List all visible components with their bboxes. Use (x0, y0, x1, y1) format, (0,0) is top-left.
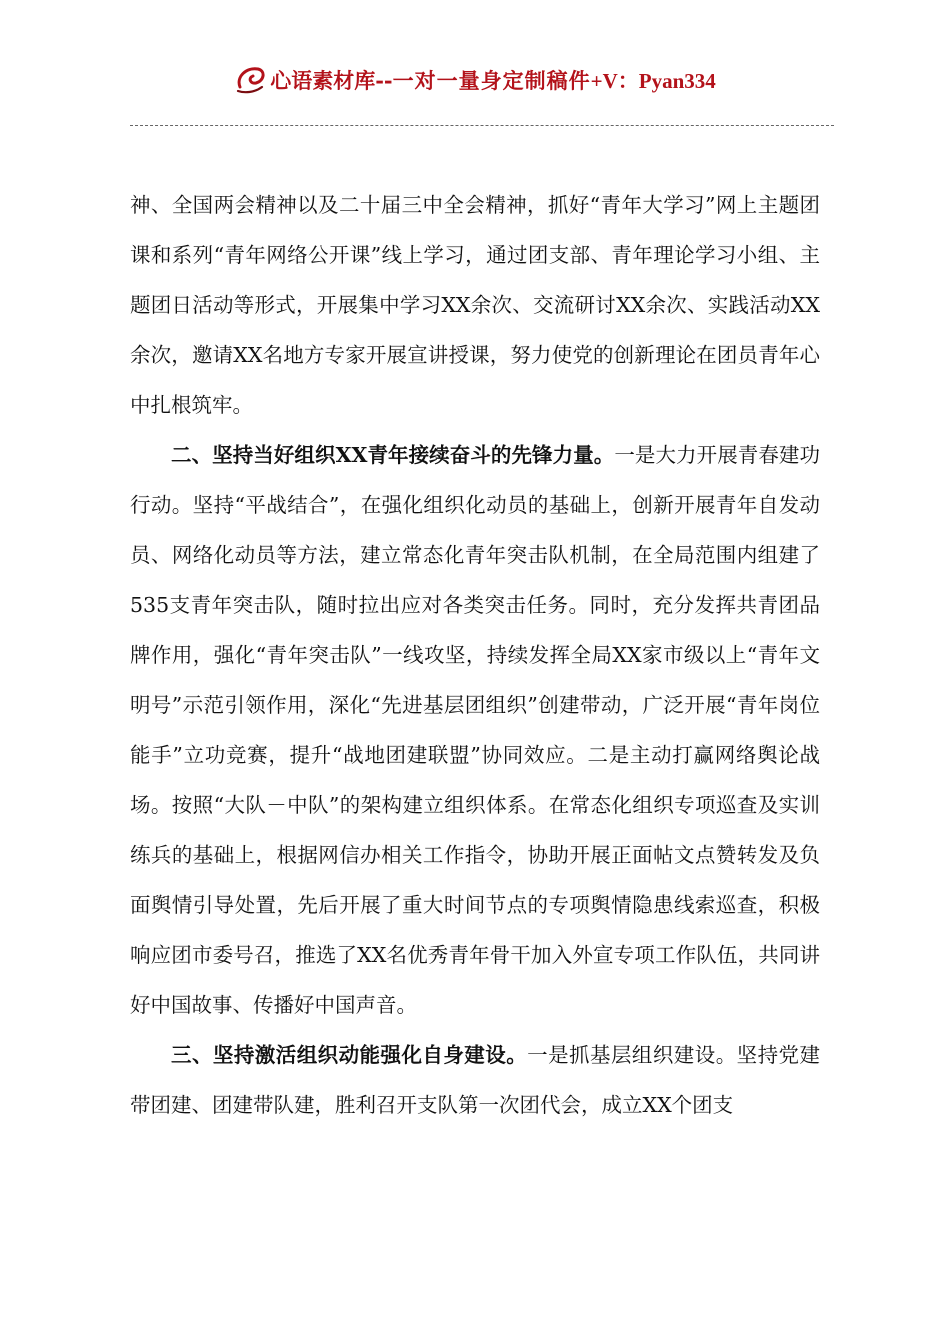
paragraph-3-text: 一是抓基层组织建设。坚持党建带团建、团建带队建，胜利召开支队第一次团代会，成立XX个团支 (130, 1043, 821, 1117)
header-brand: 心语素材库 (270, 68, 376, 93)
header-divider (130, 125, 834, 126)
header-separator: -- (375, 67, 393, 93)
paragraph-3 (130, 1030, 820, 1130)
paragraph-2 (130, 430, 820, 1030)
paragraph-1 (130, 180, 820, 430)
header-slogan: 一对一量身定制稿件 (392, 68, 591, 93)
page-header (130, 60, 820, 100)
paragraph-2-text: 一是大力开展青春建功行动。坚持“平战结合”，在强化组织化动员的基础上，创新开展青年自发动员、网络化动员等方法，建立常态化青年突击队机制，在全局范围内组建了535支青年突击队，随时拉出应对各类突击任务。同时，充分发挥共青团品牌作用，强化“青年突击队”一线攻坚，持续发挥全局XX家市级以上“青年文明号”示范引领作用，深化“先进基层团组织”创建带动，广泛开展“青年岗位能手”立功竞赛，提升“战地团建联盟”协同效应。二是主动打赢网络舆论战场。按照“大队－中队”的架构建立组织体系。在常态化组织专项巡查及实训练兵的基础上，根据网信办相关工作指令，协助开展正面帖文点赞转发及负面舆情引导处置，先后开展了重大时间节点的专项舆情隐患线索巡查，积极响应团市委号召，推选了XX名优秀青年骨干加入外宣专项工作队伍，共同讲好中国故事、传播好中国声音。 (130, 443, 820, 1017)
swirl-logo-icon (234, 63, 268, 97)
header-contact: +V：Pyan334 (590, 69, 716, 93)
paragraph-2-heading: 二、坚持当好组织XX青年接续奋斗的先锋力量。 (171, 443, 615, 467)
document-body (130, 180, 820, 1130)
paragraph-1-text: 神、全国两会精神以及二十届三中全会精神，抓好“青年大学习”网上主题团课和系列“青年网络公开课”线上学习，通过团支部、青年理论学习小组、主题团日活动等形式，开展集中学习XX余次、交流研讨XX余次、实践活动XX余次，邀请XX名地方专家开展宣讲授课，努力使党的创新理论在团员青年心中扎根筑牢。 (130, 193, 820, 417)
paragraph-3-heading: 三、坚持激活组织动能强化自身建设。 (171, 1043, 528, 1067)
